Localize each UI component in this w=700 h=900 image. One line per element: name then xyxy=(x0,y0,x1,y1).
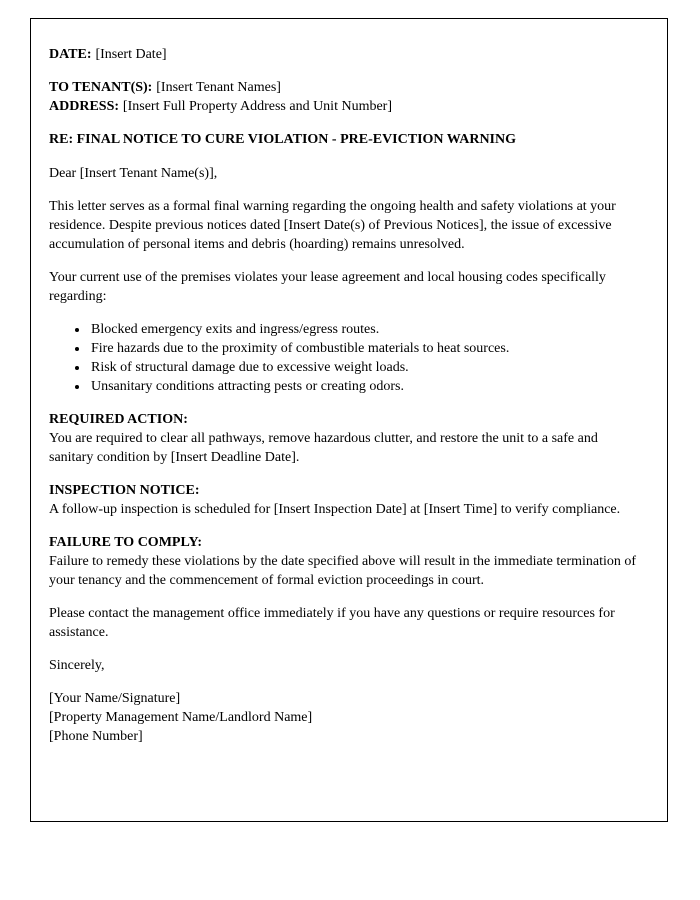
address-value: [Insert Full Property Address and Unit Number] xyxy=(122,99,392,114)
inspection-notice-body: A follow-up inspection is scheduled for [Insert Inspection Date] at [Insert Time] to verify compliance. xyxy=(49,502,621,517)
failure-to-comply-heading: FAILURE TO COMPLY: xyxy=(49,535,202,550)
intro-paragraph: This letter serves as a formal final warning regarding the ongoing health and safety violations at your residence. Despite previous notices dated [Insert Date(s) of Previous Notices], the issue of excessive accumulation of personal items and debris (hoarding) remains unresolved. xyxy=(49,199,616,252)
tenant-value: [Insert Tenant Names] xyxy=(156,80,281,95)
violations-intro-paragraph: Your current use of the premises violates your lease agreement and local housing codes specifically regarding: xyxy=(49,270,606,304)
required-action-heading: REQUIRED ACTION: xyxy=(49,412,188,427)
signature-block xyxy=(49,689,645,746)
violation-item: • Unsanitary conditions attracting pests or creating odors. xyxy=(89,377,645,396)
violation-list xyxy=(49,320,645,396)
date-value: [Insert Date] xyxy=(95,47,167,62)
tenant-line xyxy=(49,78,645,97)
violation-item: • Fire hazards due to the proximity of combustible materials to heat sources. xyxy=(89,339,645,358)
address-label: ADDRESS: xyxy=(49,99,120,114)
date-line xyxy=(49,45,645,64)
subject-line: RE: FINAL NOTICE TO CURE VIOLATION - PRE-EVICTION WARNING xyxy=(49,132,517,147)
address-line xyxy=(49,97,645,116)
failure-to-comply-body: Failure to remedy these violations by the date specified above will result in the immediate termination of your tenancy and the commencement of formal eviction proceedings in court. xyxy=(49,554,637,588)
tenant-label: TO TENANT(S): xyxy=(49,80,153,95)
salutation: Dear [Insert Tenant Name(s)], xyxy=(49,166,218,181)
recipient-block xyxy=(49,78,645,116)
signature-name-line: [Your Name/Signature] xyxy=(49,691,181,706)
date-label: DATE: xyxy=(49,47,92,62)
required-action-section xyxy=(49,410,645,467)
closing: Sincerely, xyxy=(49,658,105,673)
required-action-body: You are required to clear all pathways, remove hazardous clutter, and restore the unit to a safe and sanitary condition by [Insert Deadline Date]. xyxy=(49,431,598,465)
violation-item: • Risk of structural damage due to excessive weight loads. xyxy=(89,358,645,377)
letter-document xyxy=(30,18,668,822)
violation-item: • Blocked emergency exits and ingress/egress routes. xyxy=(89,320,645,339)
failure-to-comply-section xyxy=(49,533,645,590)
inspection-notice-heading: INSPECTION NOTICE: xyxy=(49,483,200,498)
contact-paragraph: Please contact the management office immediately if you have any questions or require resources for assistance. xyxy=(49,606,615,640)
inspection-notice-section xyxy=(49,481,645,519)
signature-company-line: [Property Management Name/Landlord Name] xyxy=(49,710,313,725)
signature-phone-line: [Phone Number] xyxy=(49,729,143,744)
